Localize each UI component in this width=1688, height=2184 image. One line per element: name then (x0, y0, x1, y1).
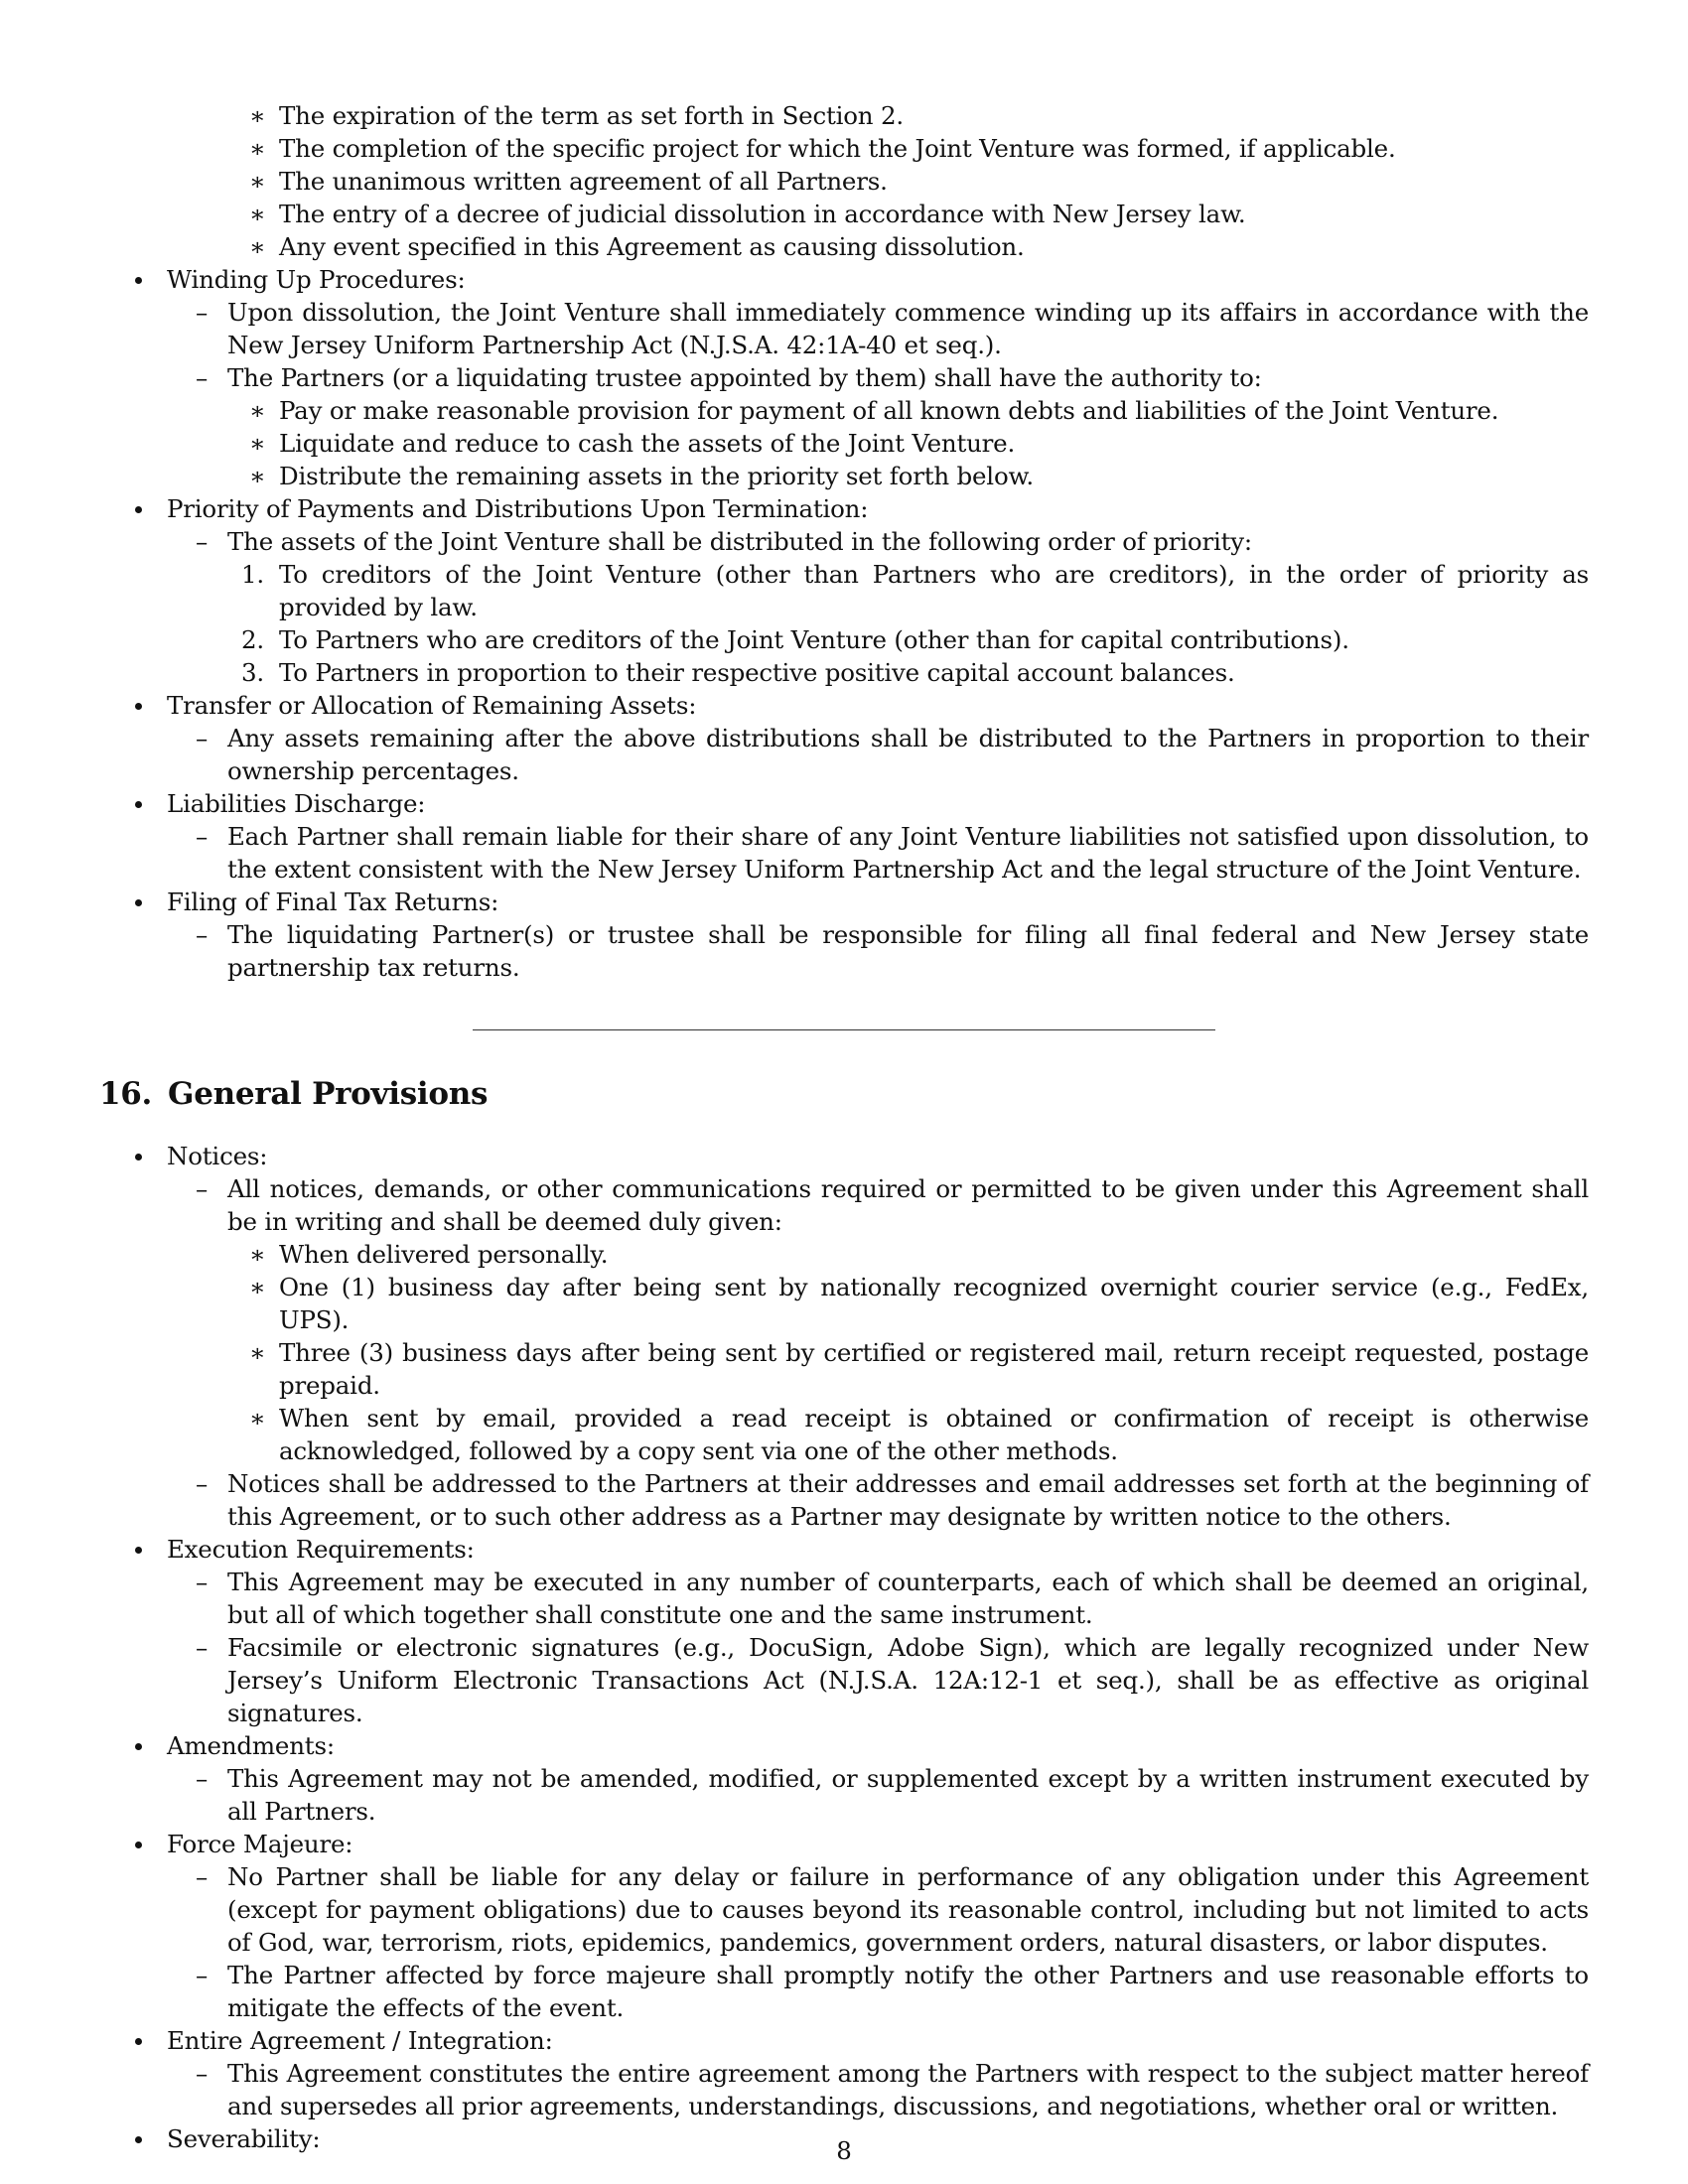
liabilities-item: Liabilities Discharge: (99, 787, 1589, 820)
tax-item: Filing of Final Tax Returns: (99, 886, 1589, 918)
notices-address-text: – Notices shall be addressed to the Partners at their addresses and email addresses set forth at the beginning of this Agreement, or to such other address as a Partner may designate by written notice to the others. (196, 1469, 1589, 1531)
dash-bullet-icon: – (196, 1862, 209, 1891)
item-number: 3. (241, 658, 264, 687)
item-number: 2. (241, 625, 264, 654)
asterisk-bullet-icon: ∗ (249, 167, 266, 196)
entire-agreement-item: Entire Agreement / Integration: (99, 2024, 1589, 2057)
signatures-text: – Facsimile or electronic signatures (e.g., DocuSign, Adobe Sign), which are legally recognized under New Jersey’s Uniform Electronic Transactions Act (N.J.S.A. 12A:12-1 et seq.), shall be as effective as original signatures. (196, 1633, 1589, 1727)
dash-bullet-icon: – (196, 920, 209, 949)
notices-item: Notices: (99, 1140, 1589, 1172)
list-item: ∗ The completion of the specific project for which the Joint Venture was formed, if applicable. (249, 134, 1396, 163)
list-item: ∗ Distribute the remaining assets in the priority set forth below. (249, 462, 1034, 490)
list-item: ∗ The unanimous written agreement of all Partners. (249, 167, 888, 196)
list-item: ∗ The entry of a decree of judicial dissolution in accordance with New Jersey law. (249, 200, 1246, 228)
asterisk-bullet-icon: ∗ (249, 1273, 266, 1301)
execution-text: – This Agreement may be executed in any number of counterparts, each of which shall be deemed an original, but all of which together shall constitute one and the same instrument. (196, 1568, 1589, 1629)
entire-agreement-text: – This Agreement constitutes the entire agreement among the Partners with respect to the subject matter hereof and supersedes all prior agreements, understandings, discussions, and negotiations, whether oral or written. (196, 2059, 1589, 2120)
item-number: 1. (241, 560, 264, 589)
force-majeure-text: – No Partner shall be liable for any delay or failure in performance of any obligation under this Agreement (except for payment obligations) due to causes beyond its reasonable control, including but not limited to acts of God, war, terrorism, riots, epidemics, pandemics, government orders, natural disasters, or labor disputes. (196, 1862, 1589, 1957)
transfer-item: Transfer or Allocation of Remaining Assets: (99, 689, 1589, 722)
execution-item: Execution Requirements: (99, 1533, 1589, 1566)
dash-bullet-icon: – (196, 2059, 209, 2088)
bullet-dot-icon (135, 1743, 142, 1750)
winding-up-item: Winding Up Procedures: (99, 263, 1589, 296)
amendments-text: – This Agreement may not be amended, modified, or supplemented except by a written instrument executed by all Partners. (196, 1764, 1589, 1826)
list-item: ∗ One (1) business day after being sent by nationally recognized overnight courier service (e.g., FedEx, UPS). (249, 1273, 1589, 1334)
dash-bullet-icon: – (196, 527, 209, 556)
bullet-dot-icon (135, 899, 142, 906)
force-majeure-item: Force Majeure: (99, 1828, 1589, 1860)
numbered-item: 2. To Partners who are creditors of the Joint Venture (other than for capital contributions). (241, 625, 1349, 654)
bullet-dot-icon (135, 1154, 142, 1160)
section-heading (99, 1074, 488, 1114)
asterisk-bullet-icon: ∗ (249, 1404, 266, 1433)
winding-up-text: – Upon dissolution, the Joint Venture shall immediately commence winding up its affairs in accordance with the New Jersey Uniform Partnership Act (N.J.S.A. 42:1A-40 et seq.). (196, 298, 1589, 359)
asterisk-bullet-icon: ∗ (249, 1338, 266, 1367)
dash-bullet-icon: – (196, 822, 209, 851)
force-majeure-notify-text: – The Partner affected by force majeure shall promptly notify the other Partners and use reasonable efforts to mitigate the effects of the event. (196, 1961, 1589, 2022)
dissolution-events-list (99, 99, 1589, 263)
list-item: ∗ When sent by email, provided a read receipt is obtained or confirmation of receipt is otherwise acknowledged, followed by a copy sent via one of the other methods. (249, 1404, 1589, 1465)
dash-bullet-icon: – (196, 1174, 209, 1203)
list-item: ∗ When delivered personally. (249, 1240, 609, 1269)
section-title: General Provisions (168, 1076, 489, 1112)
list-item: ∗ Pay or make reasonable provision for payment of all known debts and liabilities of the Joint Venture. (249, 396, 1499, 425)
asterisk-bullet-icon: ∗ (249, 200, 266, 228)
asterisk-bullet-icon: ∗ (249, 134, 266, 163)
dash-bullet-icon: – (196, 1961, 209, 1989)
list-item: ∗ Three (3) business days after being sent by certified or registered mail, return receipt requested, postage prepaid. (249, 1338, 1589, 1400)
dash-bullet-icon: – (196, 363, 209, 392)
dash-bullet-icon: – (196, 1633, 209, 1662)
priority-text: – The assets of the Joint Venture shall be distributed in the following order of priority: (196, 527, 1252, 556)
amendments-item: Amendments: (99, 1729, 1589, 1762)
bullet-dot-icon (135, 1842, 142, 1848)
horizontal-rule (473, 1029, 1215, 1030)
priority-item: Priority of Payments and Distributions Upon Termination: (99, 492, 1589, 525)
asterisk-bullet-icon: ∗ (249, 429, 266, 458)
list-item: ∗ Liquidate and reduce to cash the assets of the Joint Venture. (249, 429, 1016, 458)
dash-bullet-icon: – (196, 298, 209, 327)
severability-item: Severability: (99, 2122, 1589, 2155)
asterisk-bullet-icon: ∗ (249, 462, 266, 490)
page-number: 8 (836, 2136, 852, 2165)
winding-up-authority: – The Partners (or a liquidating trustee appointed by them) shall have the authority to: (196, 363, 1262, 392)
tax-text: – The liquidating Partner(s) or trustee shall be responsible for filing all final federal and New Jersey state partnership tax returns. (196, 920, 1589, 982)
bullet-dot-icon (135, 2038, 142, 2045)
liabilities-text: – Each Partner shall remain liable for their share of any Joint Venture liabilities not satisfied upon dissolution, to the extent consistent with the New Jersey Uniform Partnership Act and the legal structure of the Joint Venture. (196, 822, 1589, 884)
dash-bullet-icon: – (196, 1568, 209, 1596)
transfer-text: – Any assets remaining after the above distributions shall be distributed to the Partners in proportion to their ownership percentages. (196, 724, 1589, 785)
bullet-dot-icon (135, 1547, 142, 1554)
numbered-item: 3. To Partners in proportion to their respective positive capital account balances. (241, 658, 1235, 687)
list-item: ∗ Any event specified in this Agreement as causing dissolution. (249, 232, 1025, 261)
section-number: 16. (99, 1076, 153, 1112)
list-item: ∗ The expiration of the term as set forth in Section 2. (249, 101, 904, 130)
dash-bullet-icon: – (196, 1469, 209, 1498)
asterisk-bullet-icon: ∗ (249, 1240, 266, 1269)
numbered-item: 1. To creditors of the Joint Venture (other than Partners who are creditors), in the order of priority as provided by law. (241, 560, 1589, 621)
notices-text: – All notices, demands, or other communications required or permitted to be given under this Agreement shall be in writing and shall be deemed duly given: (196, 1174, 1589, 1236)
bullet-dot-icon (135, 703, 142, 710)
asterisk-bullet-icon: ∗ (249, 101, 266, 130)
bullet-dot-icon (135, 506, 142, 513)
asterisk-bullet-icon: ∗ (249, 396, 266, 425)
bullet-dot-icon (135, 277, 142, 284)
dash-bullet-icon: – (196, 1764, 209, 1793)
bullet-dot-icon (135, 801, 142, 808)
general-provisions (99, 1140, 1589, 2155)
dash-bullet-icon: – (196, 724, 209, 752)
dissolution-continuation (99, 99, 1589, 984)
asterisk-bullet-icon: ∗ (249, 232, 266, 261)
